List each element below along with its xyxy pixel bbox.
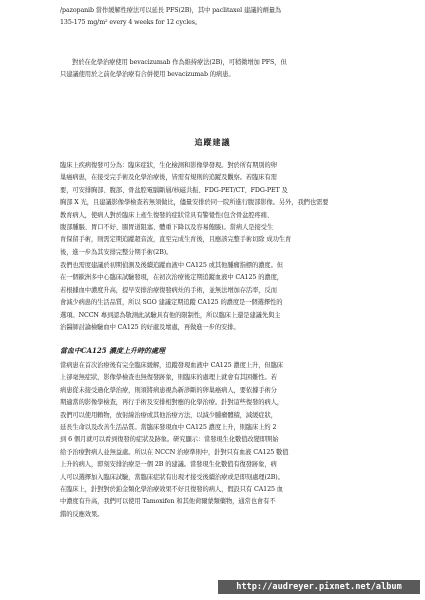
text-line: 期適當的影像學檢查，再行手術及安排相對應的化學治療。針對這些復發的病人， — [60, 399, 284, 407]
text-line: 135-175 mg/m² every 4 weeks for 12 cycles。 — [60, 19, 202, 27]
text-line: 病患從未接受過化學治療，則須將病患視為新診斷的卵巢癌病人，要依據手術分 — [60, 386, 277, 394]
text-line: 對於在化學治療使用 bevacizumab 作為維持療法(2B)，可稍微增加 PFS，但 — [72, 59, 287, 66]
text-line: 當病患在首次治療後有完全臨床緩解，追蹤發現血液中 CA125 濃度上升，但臨床 — [60, 362, 283, 369]
text-line: 人可以選擇加入臨床試驗，當臨床症狀有出現才接受後續治療或是即刻處理(2B)。 — [60, 473, 284, 481]
text-line: 育保留手術，則需定期追蹤超音波，直至完成生育後，且應該完整手術切除 成功生育 — [60, 236, 292, 244]
text-line: 延長生命以及改善生活品質。當臨床發現血中 CA125 濃度上升，則臨床上約 2 — [60, 423, 277, 431]
watermark-url: http://audreyer.pixnet.net/album — [218, 580, 420, 594]
text-line: 選項。NCCN 專到認為敬測此試驗具有他的限制性，所以臨床上還是建議先與主 — [60, 311, 281, 319]
paragraph-5 — [60, 360, 382, 521]
paragraph-2 — [60, 57, 382, 82]
text-line: 在臨床上，針對對於鉑金類化學治療效果不好且復發的病人，假設只有 CA125 血 — [60, 485, 283, 493]
text-line: 教育病人，使病人對於臨床上產生復發的症狀常具有警覺性(包含骨盆腔疼痛、 — [60, 211, 274, 219]
text-line: 要，可安排胸部、腹部、骨盆腔電腦斷層/核磁共振、FDG-PET/CT、FDG-PET 及 — [60, 186, 288, 194]
text-line: 若根據血中濃度升高，提早安排治療復發病灶的手術，並無法增加存活率，反而 — [60, 286, 277, 294]
section-title: 追蹤建議 — [194, 137, 231, 147]
text-line: 治醫師討論檢驗血中 CA125 的好處及壞處，再做進一步的安排。 — [60, 323, 240, 331]
text-line: /pazopanib 當作緩解性療法可以延長 PFS(2B)，其中 paclitaxel 建議的劑量為 — [60, 7, 282, 14]
text-line: 後，進一步為其安排完整分期手術(2B)。 — [60, 248, 173, 256]
text-line: 到 6 個月就可以看到復發的症狀及跡象。研究顯示：當發現生化數值改變即開始 — [60, 436, 279, 444]
text-line: 中濃度有升高，我們可以使用 Tamoxifen 和其他荷爾蒙類藥物，通常也會有不 — [60, 498, 276, 506]
paragraph-1 — [60, 5, 382, 30]
subheading: 當血中CA125 濃度上升時的處理 — [60, 346, 166, 355]
text-line: 上卻毫無症狀，影像學檢查也無復發跡象，則臨床的處理上就會有其困難性。若 — [60, 374, 277, 382]
text-line: 腹部腫脹、胃口不好、腸胃道阻塞、體重下降以及容易飽脹)。當病人是接受生 — [60, 223, 274, 231]
text-line: 我們也需度建議於初期偵測及後續追蹤血液中 CA125 或其他腫瘤指標的濃度。但 — [60, 262, 283, 269]
text-line: 給予治療對病人並無益處。所以在 NCCN 治療準則中，針對只有血液 CA125 數值 — [60, 448, 289, 456]
text-line: 在一個歐洲多中心臨床試驗發現，在初次治療後定期追蹤血液中 CA125 的濃度， — [60, 274, 283, 282]
paragraph-3 — [60, 160, 382, 259]
text-line: 巢癌病患，在接受完手術及化學治療後，皆需有規則的追蹤及觀察。若臨床有需 — [60, 174, 277, 182]
text-line: 上升的病人，即刻安排治療是一個 2B 的建議。當發現生化數值有復發跡象，病 — [60, 461, 277, 469]
text-line: 會減少病患的生活品質，所以 SGO 建議定期追蹤 CA125 的濃度是一個選擇性的 — [60, 299, 283, 307]
text-line: 只建議使用於之前化學治療有合併使用 bevacizumab 的病患。 — [60, 71, 235, 79]
paragraph-4 — [60, 260, 382, 334]
text-line: 錯的反應效果。 — [60, 510, 104, 518]
text-line: 我們可以使用賴物，放射線治療或其他治療方法，以減少腫瘤體積，減緩症狀， — [60, 411, 277, 419]
text-line: 胸部 X 光，且建議影像學檢查若無須做比，儘量安排於同一院所進行腹部影像。另外，我們也需要 — [60, 199, 329, 207]
text-line: 臨床上疾病復發可分為：臨床症狀，生化檢測和影像學發現。對於所有期別的卵 — [60, 162, 277, 169]
